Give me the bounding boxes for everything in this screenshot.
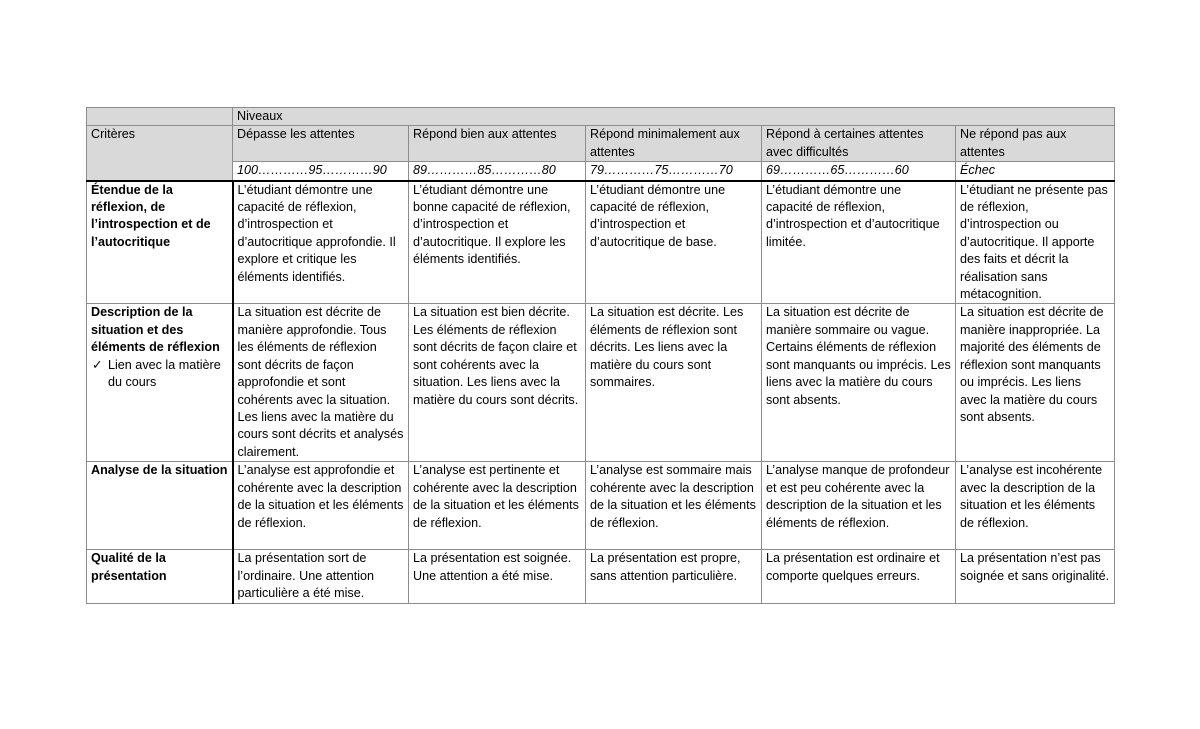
- level-score-5: Échec: [956, 162, 1115, 181]
- rubric-cell: L’étudiant ne présente pas de réflexion, d’introspection ou d’autocritique. Il apporte des faits et décrit la réalisation sans métacognition.: [956, 181, 1115, 304]
- rubric-cell: La situation est décrite de manière inappropriée. La majorité des éléments de réflexion sont manquants ou imprécis. Les liens avec la matière du cours sont absents.: [956, 304, 1115, 462]
- level-header-1: Dépasse les attentes: [233, 126, 409, 162]
- criterion-cell: [87, 304, 233, 462]
- level-header-4: Répond à certaines attentes avec difficultés: [762, 126, 956, 162]
- rubric-cell: L’étudiant démontre une capacité de réflexion, d’introspection et d’autocritique de base.: [586, 181, 762, 304]
- criterion-cell: Qualité de la présentation: [87, 550, 233, 603]
- sub-criterion: [91, 357, 228, 392]
- rubric-cell: La situation est décrite de manière approfondie. Tous les éléments de réflexion sont décrits de façon approfondie et sont cohérents avec la situation. Les liens avec la matière du cours sont décrits et analysés clairement.: [233, 304, 409, 462]
- levels-header: Niveaux: [233, 108, 1115, 126]
- criterion-cell: Étendue de la réflexion, de l’introspection et de l’autocritique: [87, 181, 233, 304]
- sub-criterion-label: Lien avec la matière du cours: [108, 357, 221, 390]
- rubric-cell: L’analyse est incohérente avec la description de la situation et les éléments de réflexion.: [956, 462, 1115, 550]
- rubric-cell: L’étudiant démontre une capacité de réflexion, d’introspection et d’autocritique approfondie. Il explore et critique les éléments identifiés.: [233, 181, 409, 304]
- rubric-cell: La présentation sort de l’ordinaire. Une attention particulière a été mise.: [233, 550, 409, 603]
- criterion-cell: Analyse de la situation: [87, 462, 233, 550]
- level-score-1: 100…………95…………90: [233, 162, 409, 181]
- rubric-cell: L’étudiant démontre une capacité de réflexion, d’introspection et d’autocritique limitée.: [762, 181, 956, 304]
- rubric-cell: La présentation est soignée. Une attention a été mise.: [409, 550, 586, 603]
- checkmark-icon: ✓: [92, 357, 103, 372]
- criterion-title: Description de la situation et des éléments de réflexion: [91, 305, 220, 355]
- table-row: [87, 462, 1115, 550]
- rubric-cell: La présentation est ordinaire et comporte quelques erreurs.: [762, 550, 956, 603]
- table-row: [87, 304, 1115, 462]
- rubric-table: [86, 107, 1115, 604]
- table-row: [87, 181, 1115, 304]
- rubric-cell: L’analyse est approfondie et cohérente avec la description de la situation et les éléments de réflexion.: [233, 462, 409, 550]
- criteria-header: Critères: [87, 126, 233, 181]
- table-row: [87, 550, 1115, 603]
- rubric-cell: La situation est décrite de manière sommaire ou vague. Certains éléments de réflexion sont manquants ou imprécis. Les liens avec la matière du cours sont absents.: [762, 304, 956, 462]
- rubric-cell: La présentation n’est pas soignée et sans originalité.: [956, 550, 1115, 603]
- rubric-cell: La présentation est propre, sans attention particulière.: [586, 550, 762, 603]
- level-header-3: Répond minimalement aux attentes: [586, 126, 762, 162]
- rubric-cell: L’analyse est sommaire mais cohérente avec la description de la situation et les éléments de réflexion.: [586, 462, 762, 550]
- level-header-5: Ne répond pas aux attentes: [956, 126, 1115, 162]
- level-header-2: Répond bien aux attentes: [409, 126, 586, 162]
- rubric-cell: La situation est décrite. Les éléments de réflexion sont décrits. Les liens avec la matière du cours sont sommaires.: [586, 304, 762, 462]
- level-score-2: 89…………85…………80: [409, 162, 586, 181]
- criteria-header-spacer: [87, 108, 233, 126]
- rubric-cell: L’étudiant démontre une bonne capacité de réflexion, d’introspection et d’autocritique. Il explore les éléments identifiés.: [409, 181, 586, 304]
- level-score-4: 69…………65…………60: [762, 162, 956, 181]
- rubric-cell: L’analyse est pertinente et cohérente avec la description de la situation et les éléments de réflexion.: [409, 462, 586, 550]
- rubric-cell: L’analyse manque de profondeur et est peu cohérente avec la description de la situation et les éléments de réflexion.: [762, 462, 956, 550]
- rubric-cell: La situation est bien décrite. Les éléments de réflexion sont décrits de façon claire et sont cohérents avec la situation. Les liens avec la matière du cours sont décrits.: [409, 304, 586, 462]
- level-score-3: 79…………75…………70: [586, 162, 762, 181]
